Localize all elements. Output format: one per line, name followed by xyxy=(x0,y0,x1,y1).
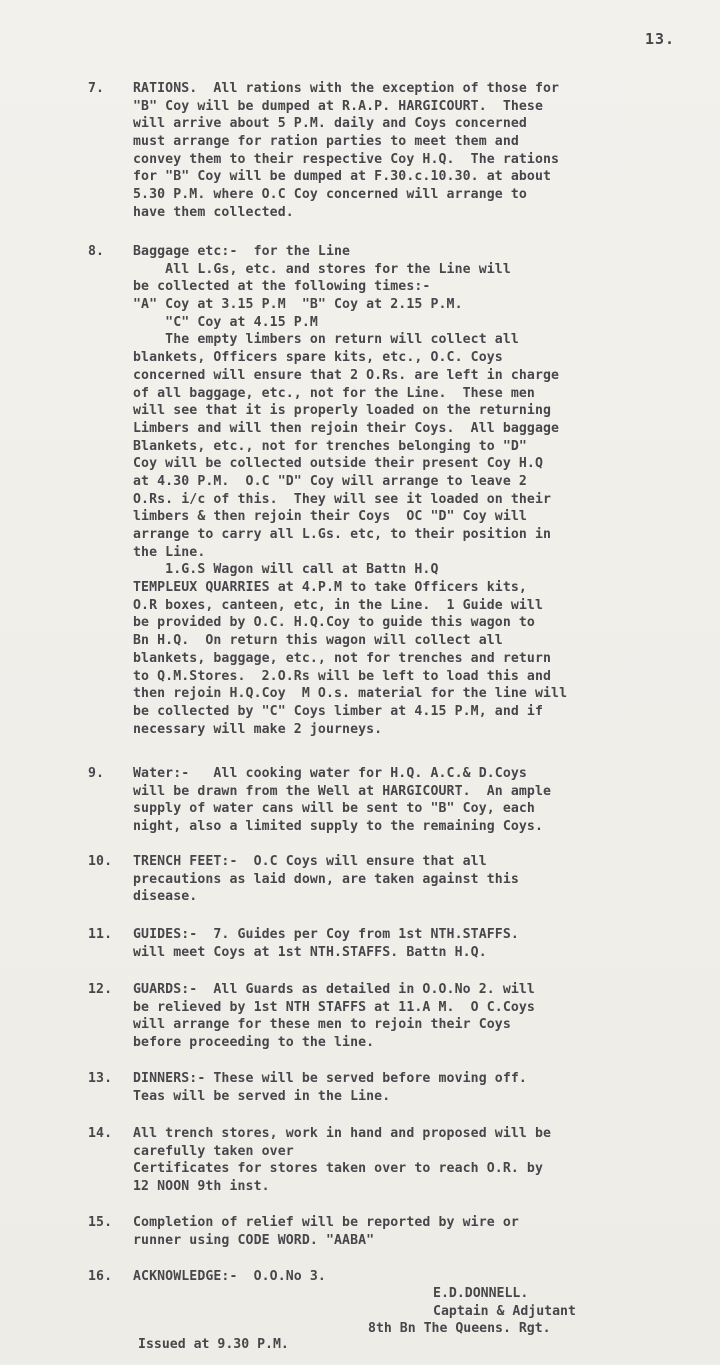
text-line: be collected at the following times:- xyxy=(133,279,431,295)
paragraph-dinners xyxy=(88,1070,718,1105)
signatory-unit: 8th Bn The Queens. Rgt. xyxy=(368,1321,551,1337)
text-line: have them collected. xyxy=(133,204,294,220)
text-line: be provided by O.C. H.Q.Coy to guide this wagon to xyxy=(133,615,535,631)
text-line: at 4.30 P.M. O.C "D" Coy will arrange to leave 2 xyxy=(133,473,527,489)
text-line: Certificates for stores taken over to reach O.R. by xyxy=(133,1161,544,1177)
paragraph-trench-feet xyxy=(88,853,718,906)
text-line: "C" Coy at 4.15 P.M xyxy=(133,314,318,330)
paragraph-water xyxy=(88,765,718,836)
text-line: concerned will ensure that 2 O.Rs. are left in charge xyxy=(133,367,560,383)
text-line: then rejoin H.Q.Coy M O.s. material for the line will xyxy=(133,686,568,702)
text-line: Bn H.Q. On return this wagon will collect all xyxy=(133,633,503,649)
text-line: Water:- All cooking water for H.Q. A.C.& D.Coys xyxy=(133,766,527,781)
text-line: Blankets, etc., not for trenches belonging to "D" xyxy=(133,438,527,454)
text-line: be relieved by 1st NTH STAFFS at 11.A M. O C.Coys xyxy=(133,999,535,1015)
text-line: to Q.M.Stores. 2.O.Rs will be left to load this and xyxy=(133,668,552,684)
paragraph-acknowledge xyxy=(88,1268,718,1286)
text-line: of all baggage, etc., not for the Line. These men xyxy=(133,385,535,401)
text-line: for "B" Coy will be dumped at F.30.c.10.30. at about xyxy=(133,169,552,185)
text-line: carefully taken over xyxy=(133,1143,294,1159)
paragraph-number: 15. xyxy=(88,1215,113,1230)
page-number: 13. xyxy=(645,30,676,48)
text-line: will be drawn from the Well at HARGICOURT. An ample xyxy=(133,783,552,799)
text-line: All trench stores, work in hand and proposed will be xyxy=(133,1126,552,1141)
signature-block xyxy=(368,1285,576,1338)
text-line: O.Rs. i/c of this. They will see it loaded on their xyxy=(133,491,552,507)
issued-time: Issued at 9.30 P.M. xyxy=(138,1337,289,1352)
text-line: TRENCH FEET:- O.C Coys will ensure that all xyxy=(133,854,487,869)
text-line: runner using CODE WORD. "AABA" xyxy=(133,1232,375,1248)
text-line: Teas will be served in the Line. xyxy=(133,1088,391,1104)
text-line: will meet Coys at 1st NTH.STAFFS. Battn H.Q. xyxy=(133,944,487,960)
text-line: disease. xyxy=(133,889,198,905)
paragraph-number: 14. xyxy=(88,1126,113,1141)
text-line: must arrange for ration parties to meet them and xyxy=(133,134,519,150)
text-line: convey them to their respective Coy H.Q. The rations xyxy=(133,151,560,167)
paragraph-number: 12. xyxy=(88,982,113,997)
text-line: supply of water cans will be sent to "B" Coy, each xyxy=(133,801,535,817)
paragraph-baggage xyxy=(88,243,718,738)
text-line: All L.Gs, etc. and stores for the Line will xyxy=(133,261,511,277)
text-line: blankets, Officers spare kits, etc., O.C. Coys xyxy=(133,350,503,366)
paragraph-number: 8. xyxy=(88,244,105,259)
text-line: precautions as laid down, are taken against this xyxy=(133,871,519,887)
text-line: O.R boxes, canteen, etc, in the Line. 1 Guide will xyxy=(133,597,544,613)
paragraph-number: 11. xyxy=(88,927,113,942)
text-line: Limbers and will then rejoin their Coys. All baggage xyxy=(133,420,560,436)
text-line: will arrive about 5 P.M. daily and Coys concerned xyxy=(133,116,527,132)
text-line: The empty limbers on return will collect all xyxy=(133,332,519,348)
signatory-rank: Captain & Adjutant xyxy=(433,1303,576,1319)
text-line: arrange to carry all L.Gs. etc, to their position in xyxy=(133,527,552,542)
text-line: ACKNOWLEDGE:- O.O.No 3. xyxy=(133,1269,326,1284)
text-line: will arrange for these men to rejoin their Coys xyxy=(133,1017,511,1033)
text-line: necessary will make 2 journeys. xyxy=(133,721,383,737)
text-line: 5.30 P.M. where O.C Coy concerned will arrange to xyxy=(133,187,527,203)
paragraph-number: 7. xyxy=(88,81,105,96)
paragraph-number: 10. xyxy=(88,854,113,869)
text-line: limbers & then rejoin their Coys OC "D" Coy will xyxy=(133,509,527,525)
text-line: Coy will be collected outside their present Coy H.Q xyxy=(133,456,544,472)
text-line: "A" Coy at 3.15 P.M "B" Coy at 2.15 P.M. xyxy=(133,297,463,313)
paragraph-number: 16. xyxy=(88,1269,113,1284)
signatory-name: E.D.DONNELL. xyxy=(433,1286,529,1301)
paragraph-rations xyxy=(88,80,718,222)
paragraph-trench-stores xyxy=(88,1125,718,1196)
text-line: Completion of relief will be reported by wire or xyxy=(133,1215,519,1230)
text-line: "B" Coy will be dumped at R.A.P. HARGICOURT. These xyxy=(133,98,544,114)
text-line: RATIONS. All rations with the exception of those for xyxy=(133,81,560,96)
paragraph-number: 9. xyxy=(88,766,105,781)
text-line: TEMPLEUX QUARRIES at 4.P.M to take Officers kits, xyxy=(133,580,527,596)
text-line: the Line. xyxy=(133,544,206,560)
text-line: Baggage etc:- for the Line xyxy=(133,244,351,259)
text-line: before proceeding to the line. xyxy=(133,1035,375,1051)
text-line: 12 NOON 9th inst. xyxy=(133,1179,270,1195)
paragraph-number: 13. xyxy=(88,1071,113,1086)
text-line: 1.G.S Wagon will call at Battn H.Q xyxy=(133,562,439,578)
text-line: be collected by "C" Coys limber at 4.15 P.M, and if xyxy=(133,703,544,719)
text-line: night, also a limited supply to the remaining Coys. xyxy=(133,819,544,835)
text-line: will see that it is properly loaded on the returning xyxy=(133,403,552,419)
paragraph-completion xyxy=(88,1214,718,1249)
text-line: DINNERS:- These will be served before moving off. xyxy=(133,1071,527,1086)
paragraph-guides xyxy=(88,926,718,961)
text-line: GUIDES:- 7. Guides per Coy from 1st NTH.STAFFS. xyxy=(133,927,519,942)
text-line: blankets, baggage, etc., not for trenches and return xyxy=(133,650,552,666)
paragraph-guards xyxy=(88,981,718,1052)
text-line: GUARDS:- All Guards as detailed in O.O.No 2. will xyxy=(133,982,535,997)
